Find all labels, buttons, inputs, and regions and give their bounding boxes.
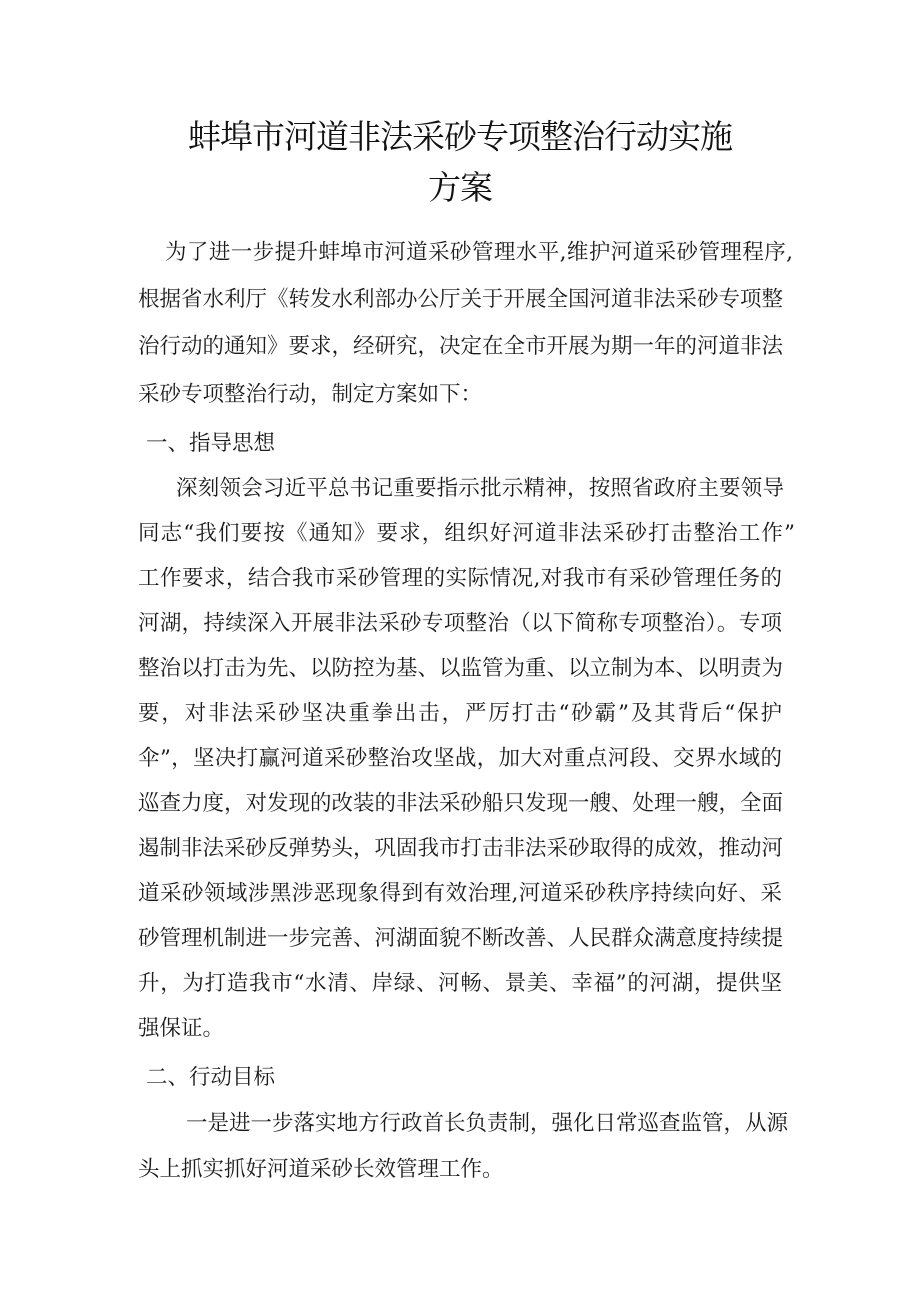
- paragraph-line: 工作要求，结合我市采砂管理的实际情况,对我市有采砂管理任务的: [138, 566, 782, 591]
- paragraph-line: 升，为打造我市“水清、岸绿、河畅、景美、幸福”的河湖，提供坚: [138, 971, 782, 996]
- paragraph-line: 伞”，坚决打赢河道采砂整治攻坚战，加大对重点河段、交界水域的: [138, 746, 782, 771]
- document-title-line-1: 蚌埠市河道非法采砂专项整治行动实施: [188, 117, 732, 156]
- paragraph-line: 遏制非法采砂反弹势头，巩固我市打击非法采砂取得的成效，推动河: [138, 836, 784, 861]
- intro-line: 采砂专项整治行动，制定方案如下：: [138, 382, 483, 407]
- paragraph-line: 一是进一步落实地方行政首长负责制，强化日常巡查监管，从源: [186, 1111, 789, 1136]
- paragraph-line: 要，对非法采砂坚决重拳出击，严厉打击“砂霸”及其背后“保护: [138, 701, 782, 726]
- intro-line: 为了进一步提升蚌埠市河道采砂管理水平,维护河道采砂管理程序,: [165, 240, 793, 265]
- paragraph-line: 河湖，持续深入开展非法采砂专项整治（以下简称专项整治）。专项: [138, 611, 782, 636]
- document-title-line-2: 方案: [428, 168, 492, 207]
- paragraph-line: 巡查力度，对发现的改装的非法采砂船只发现一艘、处理一艘，全面: [138, 791, 784, 816]
- section-heading-guiding-ideology: 一、指导思想: [146, 431, 276, 456]
- section-heading-action-goals: 二、行动目标: [146, 1065, 276, 1090]
- intro-line: 根据省水利厅《转发水利部办公厅关于开展全国河道非法采砂专项整: [138, 287, 784, 312]
- paragraph-line: 深刻领会习近平总书记重要指示批示精神，按照省政府主要领导: [176, 476, 784, 501]
- paragraph-line: 强保证。: [138, 1016, 225, 1041]
- paragraph-line: 整治以打击为先、以防控为基、以监管为重、以立制为本、以明责为: [138, 656, 784, 681]
- intro-line: 治行动的通知》要求，经研究，决定在全市开展为期一年的河道非法: [138, 334, 784, 359]
- paragraph-line: 道采砂领域涉黑涉恶现象得到有效治理,河道采砂秩序持续向好、采: [138, 881, 782, 906]
- paragraph-line: 头上抓实抓好河道采砂长效管理工作。: [138, 1157, 504, 1182]
- paragraph-line: 同志“我们要按《通知》要求，组织好河道非法采砂打击整治工作”: [138, 521, 795, 546]
- paragraph-line: 砂管理机制进一步完善、河湖面貌不断改善、人民群众满意度持续提: [138, 926, 784, 951]
